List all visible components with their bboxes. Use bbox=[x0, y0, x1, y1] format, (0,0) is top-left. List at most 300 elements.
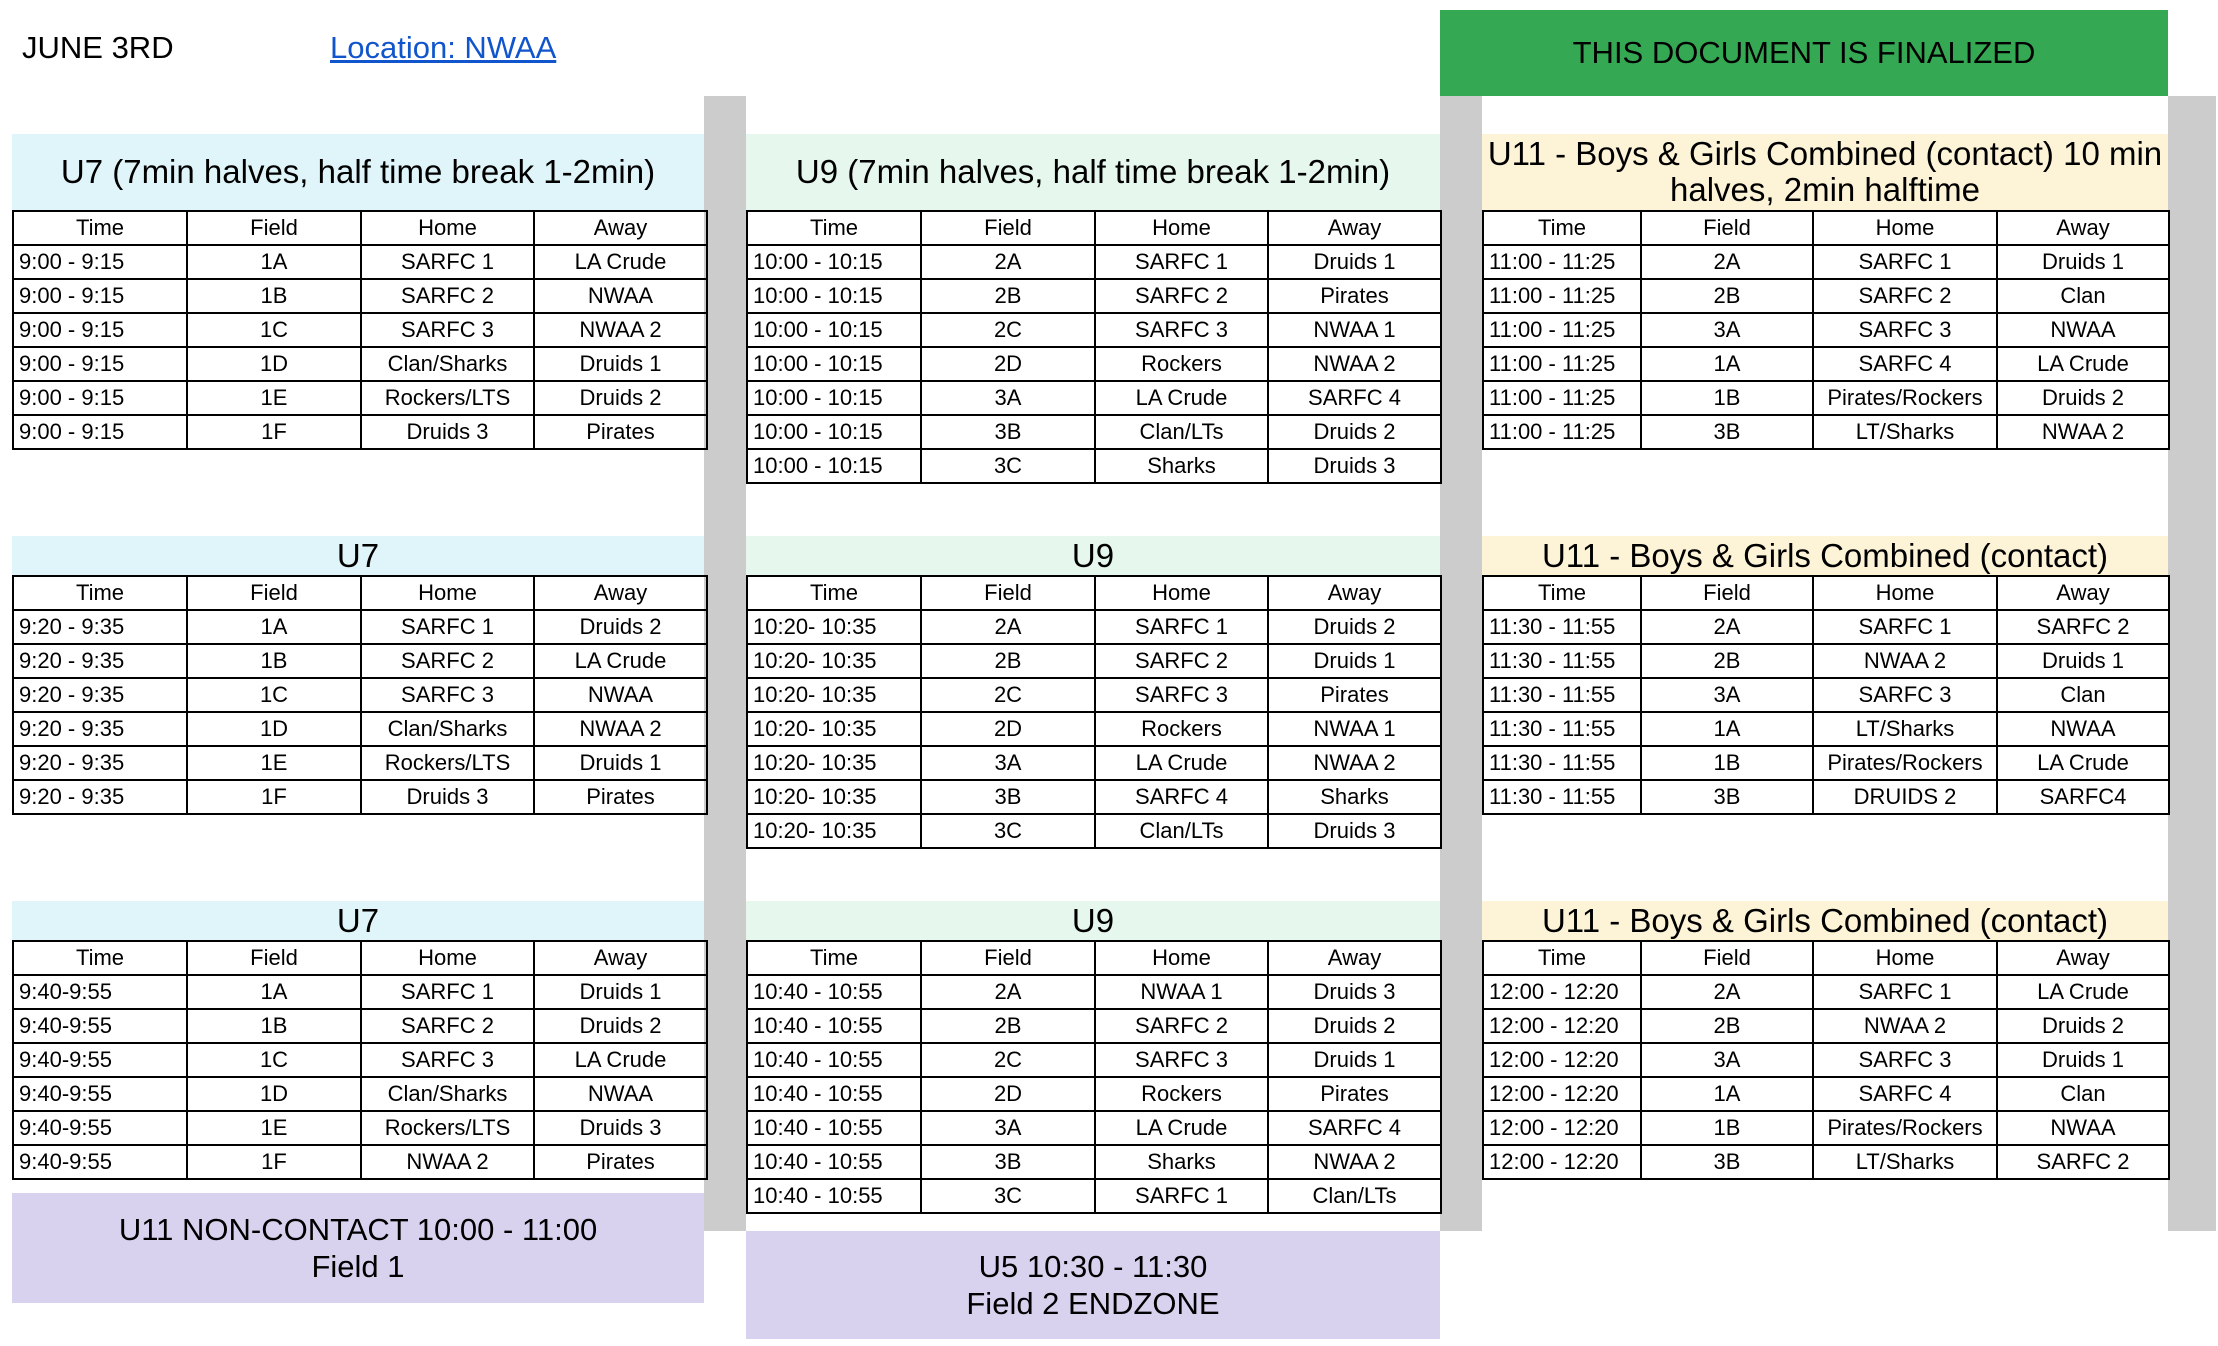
table-cell: 3C bbox=[921, 1179, 1095, 1213]
table-cell: LT/Sharks bbox=[1813, 1145, 1997, 1179]
table-cell: 10:00 - 10:15 bbox=[747, 313, 921, 347]
table-cell: Pirates bbox=[534, 780, 707, 814]
table-cell: Rockers/LTS bbox=[361, 381, 534, 415]
column-header: Away bbox=[1268, 211, 1441, 245]
table-row bbox=[747, 245, 1441, 279]
table-header-row bbox=[747, 941, 1441, 975]
table-cell: 2C bbox=[921, 678, 1095, 712]
table-cell: 11:30 - 11:55 bbox=[1483, 678, 1641, 712]
u11-noncontact-line1: U11 NON-CONTACT 10:00 - 11:00 bbox=[118, 1212, 598, 1247]
table-cell: 3B bbox=[921, 415, 1095, 449]
table-cell: Clan/Sharks bbox=[361, 712, 534, 746]
table-row bbox=[1483, 780, 2169, 814]
schedule-date: JUNE 3RD bbox=[22, 30, 174, 65]
table-cell: 1D bbox=[187, 712, 361, 746]
table-row bbox=[13, 1145, 707, 1179]
column-header: Home bbox=[1813, 941, 1997, 975]
table-cell: NWAA bbox=[1997, 313, 2169, 347]
table-cell: NWAA bbox=[534, 279, 707, 313]
column-header: Field bbox=[187, 576, 361, 610]
table-cell: 11:30 - 11:55 bbox=[1483, 712, 1641, 746]
column-header: Home bbox=[1095, 211, 1268, 245]
table-cell: Druids 2 bbox=[1268, 1009, 1441, 1043]
table-cell: 2D bbox=[921, 347, 1095, 381]
table-cell: SARFC 2 bbox=[1997, 610, 2169, 644]
table-cell: SARFC 2 bbox=[1095, 644, 1268, 678]
table-cell: Druids 3 bbox=[1268, 449, 1441, 483]
table-header-row bbox=[1483, 576, 2169, 610]
table-cell: SARFC 1 bbox=[1095, 1179, 1268, 1213]
table-cell: SARFC 2 bbox=[361, 644, 534, 678]
table-cell: 10:00 - 10:15 bbox=[747, 347, 921, 381]
table-cell: 9:00 - 9:15 bbox=[13, 313, 187, 347]
table-cell: 10:40 - 10:55 bbox=[747, 1077, 921, 1111]
table-cell: 9:00 - 9:15 bbox=[13, 347, 187, 381]
table-cell: SARFC 1 bbox=[1813, 610, 1997, 644]
column-header: Away bbox=[534, 941, 707, 975]
table-cell: 9:40-9:55 bbox=[13, 1111, 187, 1145]
table-header-row bbox=[747, 211, 1441, 245]
table-cell: 9:40-9:55 bbox=[13, 1043, 187, 1077]
table-row bbox=[1483, 1145, 2169, 1179]
column-header: Time bbox=[1483, 211, 1641, 245]
table-cell: Druids 2 bbox=[534, 610, 707, 644]
table-cell: Clan bbox=[1997, 678, 2169, 712]
table-cell: 11:00 - 11:25 bbox=[1483, 415, 1641, 449]
table-row bbox=[13, 678, 707, 712]
table-row bbox=[747, 1145, 1441, 1179]
table-cell: 12:00 - 12:20 bbox=[1483, 1111, 1641, 1145]
table-cell: NWAA bbox=[1997, 712, 2169, 746]
table-row bbox=[747, 678, 1441, 712]
table-row bbox=[747, 1179, 1441, 1213]
table-cell: Pirates bbox=[1268, 678, 1441, 712]
table-row bbox=[1483, 975, 2169, 1009]
table-cell: 1D bbox=[187, 1077, 361, 1111]
table-cell: 1B bbox=[187, 1009, 361, 1043]
table-header-row bbox=[1483, 941, 2169, 975]
table-row bbox=[13, 279, 707, 313]
table-cell: SARFC 2 bbox=[1095, 1009, 1268, 1043]
table-cell: NWAA 2 bbox=[1268, 1145, 1441, 1179]
table-cell: 2C bbox=[921, 313, 1095, 347]
column-header: Away bbox=[1268, 576, 1441, 610]
table-cell: 1B bbox=[1641, 381, 1813, 415]
table-cell: 9:00 - 9:15 bbox=[13, 279, 187, 313]
table-cell: 12:00 - 12:20 bbox=[1483, 1043, 1641, 1077]
table-cell: 9:20 - 9:35 bbox=[13, 610, 187, 644]
table-cell: 1F bbox=[187, 780, 361, 814]
table-row bbox=[747, 415, 1441, 449]
table-cell: 1A bbox=[187, 245, 361, 279]
table-cell: DRUIDS 2 bbox=[1813, 780, 1997, 814]
table-cell: 3C bbox=[921, 449, 1095, 483]
table-cell: Druids 1 bbox=[1997, 644, 2169, 678]
table-cell: SARFC 3 bbox=[361, 313, 534, 347]
table-cell: 1C bbox=[187, 678, 361, 712]
table-cell: 3B bbox=[1641, 1145, 1813, 1179]
table-row bbox=[747, 746, 1441, 780]
table-row bbox=[13, 1077, 707, 1111]
table-cell: 11:30 - 11:55 bbox=[1483, 780, 1641, 814]
u9-section-1-header bbox=[746, 134, 1440, 210]
table-row bbox=[1483, 313, 2169, 347]
table-cell: 10:40 - 10:55 bbox=[747, 1145, 921, 1179]
u11-section-1-header bbox=[1482, 134, 2168, 210]
table-cell: 11:30 - 11:55 bbox=[1483, 610, 1641, 644]
table-cell: LA Crude bbox=[1997, 746, 2169, 780]
table-cell: Druids 2 bbox=[1268, 610, 1441, 644]
table-cell: 10:00 - 10:15 bbox=[747, 279, 921, 313]
column-header: Time bbox=[747, 211, 921, 245]
table-cell: Druids 3 bbox=[361, 780, 534, 814]
table-header-row bbox=[747, 576, 1441, 610]
table-cell: 9:40-9:55 bbox=[13, 1145, 187, 1179]
table-cell: SARFC 2 bbox=[361, 279, 534, 313]
table-cell: NWAA 1 bbox=[1268, 712, 1441, 746]
table-cell: 1A bbox=[1641, 347, 1813, 381]
u7-section-3-title: U7 bbox=[336, 902, 380, 939]
table-row bbox=[1483, 712, 2169, 746]
table-cell: 2A bbox=[921, 975, 1095, 1009]
table-cell: 11:30 - 11:55 bbox=[1483, 644, 1641, 678]
table-cell: 1F bbox=[187, 1145, 361, 1179]
table-row bbox=[1483, 415, 2169, 449]
table-cell: 3C bbox=[921, 814, 1095, 848]
table-cell: 2B bbox=[921, 1009, 1095, 1043]
column-header: Field bbox=[921, 211, 1095, 245]
u7-section-3-header bbox=[12, 901, 704, 941]
table-cell: LA Crude bbox=[1997, 975, 2169, 1009]
column-header: Time bbox=[1483, 576, 1641, 610]
table-cell: 9:00 - 9:15 bbox=[13, 381, 187, 415]
table-cell: 9:20 - 9:35 bbox=[13, 746, 187, 780]
table-cell: 2B bbox=[1641, 279, 1813, 313]
table-cell: LA Crude bbox=[534, 644, 707, 678]
column-header: Field bbox=[187, 211, 361, 245]
table-cell: 3A bbox=[1641, 678, 1813, 712]
table-cell: NWAA 2 bbox=[1813, 644, 1997, 678]
table-cell: 2D bbox=[921, 712, 1095, 746]
table-cell: Pirates bbox=[534, 415, 707, 449]
location-link[interactable]: Location: NWAA bbox=[330, 30, 557, 65]
table-row bbox=[747, 975, 1441, 1009]
u9-schedule-table-1 bbox=[746, 210, 1442, 484]
table-cell: NWAA 1 bbox=[1095, 975, 1268, 1009]
table-cell: 1E bbox=[187, 746, 361, 780]
column-header: Time bbox=[13, 576, 187, 610]
table-cell: 11:00 - 11:25 bbox=[1483, 245, 1641, 279]
table-cell: SARFC 3 bbox=[1813, 313, 1997, 347]
table-cell: 9:00 - 9:15 bbox=[13, 245, 187, 279]
table-cell: NWAA 2 bbox=[1997, 415, 2169, 449]
u7-schedule-table-2 bbox=[12, 575, 708, 815]
table-cell: 9:20 - 9:35 bbox=[13, 712, 187, 746]
table-cell: SARFC 1 bbox=[361, 975, 534, 1009]
table-cell: 1B bbox=[1641, 1111, 1813, 1145]
table-cell: 10:00 - 10:15 bbox=[747, 415, 921, 449]
column-header: Home bbox=[1813, 576, 1997, 610]
u11-section-3-header bbox=[1482, 901, 2168, 941]
table-cell: 2A bbox=[921, 245, 1095, 279]
table-cell: 2A bbox=[921, 610, 1095, 644]
u11-schedule-table-3 bbox=[1482, 940, 2170, 1180]
divider-left bbox=[704, 96, 746, 1231]
column-header: Home bbox=[361, 211, 534, 245]
table-cell: LA Crude bbox=[1095, 1111, 1268, 1145]
column-header: Field bbox=[921, 576, 1095, 610]
table-row bbox=[1483, 1009, 2169, 1043]
column-header: Home bbox=[1095, 941, 1268, 975]
table-cell: Druids 1 bbox=[1268, 245, 1441, 279]
u11-section-2-header bbox=[1482, 536, 2168, 576]
table-cell: 10:40 - 10:55 bbox=[747, 975, 921, 1009]
table-row bbox=[13, 245, 707, 279]
table-cell: Pirates bbox=[534, 1145, 707, 1179]
table-cell: 10:40 - 10:55 bbox=[747, 1111, 921, 1145]
table-cell: LT/Sharks bbox=[1813, 415, 1997, 449]
table-cell: 11:30 - 11:55 bbox=[1483, 746, 1641, 780]
table-cell: 2A bbox=[1641, 245, 1813, 279]
table-cell: SARFC 4 bbox=[1813, 347, 1997, 381]
table-row bbox=[747, 1077, 1441, 1111]
table-row bbox=[13, 1009, 707, 1043]
table-row bbox=[1483, 1043, 2169, 1077]
table-cell: 11:00 - 11:25 bbox=[1483, 347, 1641, 381]
table-row bbox=[747, 1111, 1441, 1145]
u9-schedule-table-2 bbox=[746, 575, 1442, 849]
table-cell: Druids 1 bbox=[1268, 644, 1441, 678]
table-cell: 9:20 - 9:35 bbox=[13, 644, 187, 678]
table-cell: Druids 3 bbox=[361, 415, 534, 449]
table-cell: SARFC 3 bbox=[361, 678, 534, 712]
u7-schedule-table-1 bbox=[12, 210, 708, 450]
table-header-row bbox=[13, 576, 707, 610]
column-header: Away bbox=[534, 211, 707, 245]
column-header: Field bbox=[1641, 576, 1813, 610]
table-cell: LA Crude bbox=[1095, 381, 1268, 415]
table-cell: 11:00 - 11:25 bbox=[1483, 279, 1641, 313]
table-cell: SARFC 2 bbox=[1997, 1145, 2169, 1179]
column-header: Field bbox=[187, 941, 361, 975]
table-row bbox=[747, 780, 1441, 814]
table-cell: Druids 1 bbox=[1997, 245, 2169, 279]
table-cell: Pirates/Rockers bbox=[1813, 381, 1997, 415]
table-row bbox=[13, 313, 707, 347]
table-cell: Druids 1 bbox=[534, 347, 707, 381]
finalized-banner bbox=[1440, 10, 2168, 96]
table-row bbox=[1483, 610, 2169, 644]
table-cell: Druids 1 bbox=[1268, 1043, 1441, 1077]
table-cell: NWAA 2 bbox=[534, 712, 707, 746]
table-cell: SARFC 3 bbox=[1095, 313, 1268, 347]
table-cell: 1C bbox=[187, 313, 361, 347]
table-cell: 2D bbox=[921, 1077, 1095, 1111]
table-cell: NWAA 2 bbox=[1268, 746, 1441, 780]
column-header: Time bbox=[1483, 941, 1641, 975]
table-cell: 12:00 - 12:20 bbox=[1483, 1145, 1641, 1179]
table-cell: 1E bbox=[187, 1111, 361, 1145]
table-row bbox=[1483, 1077, 2169, 1111]
table-cell: LA Crude bbox=[1095, 746, 1268, 780]
column-header: Time bbox=[747, 941, 921, 975]
table-cell: Clan bbox=[1997, 279, 2169, 313]
table-cell: 11:00 - 11:25 bbox=[1483, 381, 1641, 415]
table-cell: 3A bbox=[921, 746, 1095, 780]
u7-section-2-title: U7 bbox=[336, 537, 380, 574]
u5-line2: Field 2 ENDZONE bbox=[966, 1286, 1220, 1321]
table-cell: Druids 2 bbox=[1268, 415, 1441, 449]
table-cell: SARFC 4 bbox=[1813, 1077, 1997, 1111]
table-cell: 9:20 - 9:35 bbox=[13, 678, 187, 712]
table-row bbox=[13, 712, 707, 746]
table-row bbox=[747, 449, 1441, 483]
column-header: Time bbox=[13, 211, 187, 245]
u11-noncontact-line2: Field 1 bbox=[311, 1249, 405, 1284]
table-cell: 1D bbox=[187, 347, 361, 381]
table-cell: Druids 3 bbox=[1268, 814, 1441, 848]
u7-section-1-header bbox=[12, 134, 704, 210]
table-cell: NWAA 2 bbox=[1268, 347, 1441, 381]
table-cell: Pirates bbox=[1268, 1077, 1441, 1111]
table-row bbox=[747, 279, 1441, 313]
table-cell: Clan/LTs bbox=[1268, 1179, 1441, 1213]
column-header: Away bbox=[1997, 211, 2169, 245]
table-cell: 3A bbox=[921, 381, 1095, 415]
table-cell: 1A bbox=[187, 610, 361, 644]
table-row bbox=[747, 712, 1441, 746]
table-cell: Clan/Sharks bbox=[361, 347, 534, 381]
u7-section-1-title: U7 (7min halves, half time break 1-2min) bbox=[60, 153, 656, 190]
table-cell: Druids 1 bbox=[1997, 1043, 2169, 1077]
table-cell: Druids 1 bbox=[534, 975, 707, 1009]
table-cell: SARFC 1 bbox=[361, 245, 534, 279]
divider-right bbox=[2168, 96, 2216, 1231]
column-header: Field bbox=[921, 941, 1095, 975]
table-cell: NWAA 1 bbox=[1268, 313, 1441, 347]
table-cell: SARFC 4 bbox=[1268, 1111, 1441, 1145]
table-cell: Druids 3 bbox=[1268, 975, 1441, 1009]
column-header: Home bbox=[361, 941, 534, 975]
column-header: Time bbox=[13, 941, 187, 975]
table-row bbox=[13, 975, 707, 1009]
table-cell: 11:00 - 11:25 bbox=[1483, 313, 1641, 347]
table-cell: 1E bbox=[187, 381, 361, 415]
table-row bbox=[747, 347, 1441, 381]
table-row bbox=[1483, 1111, 2169, 1145]
column-header: Field bbox=[1641, 941, 1813, 975]
table-cell: 1F bbox=[187, 415, 361, 449]
table-row bbox=[13, 1111, 707, 1145]
table-cell: Clan bbox=[1997, 1077, 2169, 1111]
column-header: Away bbox=[1997, 576, 2169, 610]
table-cell: Pirates bbox=[1268, 279, 1441, 313]
table-cell: 12:00 - 12:20 bbox=[1483, 1077, 1641, 1111]
table-cell: Clan/LTs bbox=[1095, 814, 1268, 848]
table-row bbox=[13, 347, 707, 381]
column-header: Home bbox=[361, 576, 534, 610]
table-row bbox=[1483, 279, 2169, 313]
u5-note bbox=[746, 1231, 1440, 1339]
table-cell: 9:20 - 9:35 bbox=[13, 780, 187, 814]
table-cell: Druids 2 bbox=[534, 1009, 707, 1043]
u7-section-2-header bbox=[12, 536, 704, 576]
table-cell: 10:20- 10:35 bbox=[747, 712, 921, 746]
table-cell: Druids 2 bbox=[534, 381, 707, 415]
table-cell: NWAA 2 bbox=[534, 313, 707, 347]
table-cell: 10:20- 10:35 bbox=[747, 610, 921, 644]
table-cell: 10:20- 10:35 bbox=[747, 780, 921, 814]
u9-schedule-table-3 bbox=[746, 940, 1442, 1214]
table-cell: Rockers bbox=[1095, 347, 1268, 381]
table-row bbox=[1483, 381, 2169, 415]
table-cell: SARFC 1 bbox=[1095, 245, 1268, 279]
table-cell: 3A bbox=[1641, 1043, 1813, 1077]
table-row bbox=[13, 1043, 707, 1077]
table-row bbox=[1483, 678, 2169, 712]
table-cell: 10:20- 10:35 bbox=[747, 814, 921, 848]
table-cell: 9:40-9:55 bbox=[13, 1009, 187, 1043]
table-cell: 9:40-9:55 bbox=[13, 975, 187, 1009]
table-row bbox=[1483, 644, 2169, 678]
column-header: Home bbox=[1095, 576, 1268, 610]
table-cell: 3A bbox=[921, 1111, 1095, 1145]
u11-schedule-table-1 bbox=[1482, 210, 2170, 450]
table-cell: Clan/LTs bbox=[1095, 415, 1268, 449]
table-cell: SARFC 3 bbox=[1813, 678, 1997, 712]
table-cell: Pirates/Rockers bbox=[1813, 746, 1997, 780]
table-cell: SARFC 1 bbox=[1813, 975, 1997, 1009]
table-row bbox=[747, 313, 1441, 347]
table-cell: SARFC 2 bbox=[1095, 279, 1268, 313]
table-row bbox=[13, 381, 707, 415]
u7-schedule-table-3 bbox=[12, 940, 708, 1180]
table-cell: SARFC 3 bbox=[1813, 1043, 1997, 1077]
table-cell: 2A bbox=[1641, 975, 1813, 1009]
u11-schedule-table-2 bbox=[1482, 575, 2170, 815]
u11-section-1-title-line1: U11 - Boys & Girls Combined (contact) 10 min bbox=[1487, 135, 2163, 172]
table-cell: Clan/Sharks bbox=[361, 1077, 534, 1111]
table-cell: Rockers bbox=[1095, 1077, 1268, 1111]
table-cell: SARFC 3 bbox=[361, 1043, 534, 1077]
table-cell: 2C bbox=[921, 1043, 1095, 1077]
u11-section-2-title: U11 - Boys & Girls Combined (contact) bbox=[1541, 537, 2109, 574]
table-row bbox=[1483, 245, 2169, 279]
table-cell: 2A bbox=[1641, 610, 1813, 644]
table-cell: SARFC 1 bbox=[361, 610, 534, 644]
u9-section-1-title: U9 (7min halves, half time break 1-2min) bbox=[795, 153, 1391, 190]
table-cell: SARFC4 bbox=[1997, 780, 2169, 814]
column-header: Home bbox=[1813, 211, 1997, 245]
table-cell: Sharks bbox=[1268, 780, 1441, 814]
table-cell: SARFC 4 bbox=[1095, 780, 1268, 814]
table-row bbox=[747, 1043, 1441, 1077]
table-cell: LA Crude bbox=[534, 1043, 707, 1077]
table-row bbox=[747, 814, 1441, 848]
table-cell: 10:40 - 10:55 bbox=[747, 1043, 921, 1077]
table-row bbox=[1483, 347, 2169, 381]
table-cell: 2B bbox=[921, 279, 1095, 313]
table-cell: NWAA 2 bbox=[1813, 1009, 1997, 1043]
column-header: Away bbox=[1268, 941, 1441, 975]
table-header-row bbox=[1483, 211, 2169, 245]
table-cell: 1A bbox=[1641, 1077, 1813, 1111]
table-cell: NWAA bbox=[1997, 1111, 2169, 1145]
table-cell: SARFC 2 bbox=[1813, 279, 1997, 313]
table-cell: SARFC 3 bbox=[1095, 1043, 1268, 1077]
table-cell: Druids 1 bbox=[534, 746, 707, 780]
table-cell: Sharks bbox=[1095, 1145, 1268, 1179]
